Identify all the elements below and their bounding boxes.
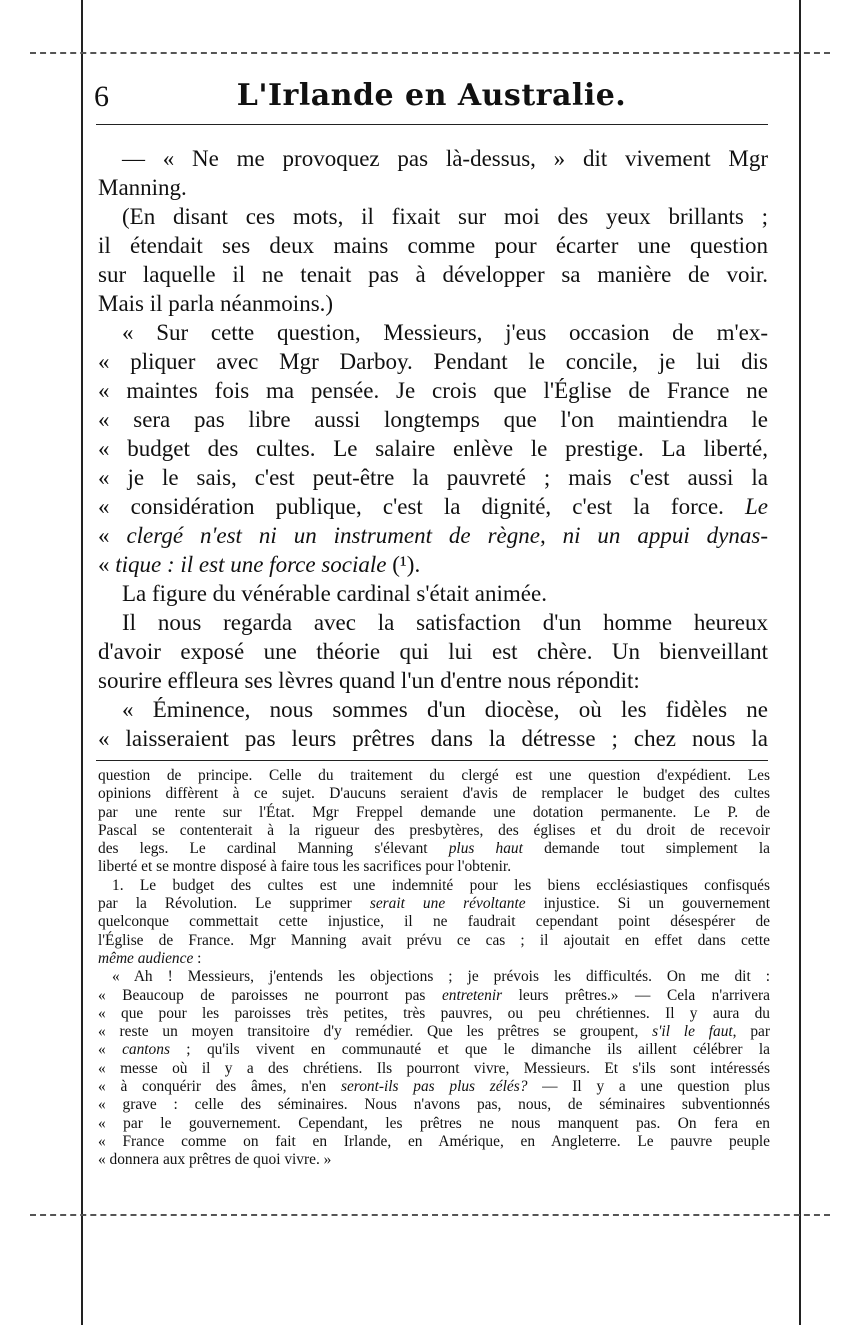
- italic-text: entretenir: [441, 986, 503, 1004]
- text-segment: sur laquelle il ne tenait pas à développer sa manière de voir.: [98, 262, 768, 287]
- main-text: [98, 144, 768, 753]
- text-segment: La figure du vénérable cardinal s'était animée.: [122, 581, 547, 606]
- text-segment: question de principe. Celle du traitement du clergé est une question d'expédient. Les: [98, 767, 770, 784]
- text-line: [98, 1023, 770, 1041]
- page-right-border: [799, 0, 801, 1325]
- text-segment: « à conquérir des âmes, n'en: [98, 1078, 341, 1096]
- text-segment: leurs prêtres.» — Cela n'arrivera: [502, 986, 770, 1004]
- italic-text: plus haut: [448, 840, 523, 858]
- header-rule: [96, 124, 768, 125]
- italic-text: seront-ils pas plus zélés?: [340, 1078, 528, 1096]
- text-line: [98, 1060, 770, 1078]
- text-line: [98, 858, 770, 876]
- text-line: [98, 521, 768, 550]
- text-segment: , par: [732, 1023, 770, 1041]
- page-left-border: [81, 0, 83, 1325]
- text-line: [98, 724, 768, 753]
- text-line: [98, 877, 770, 895]
- text-line: [98, 822, 770, 840]
- italic-text: serait une révoltante: [369, 895, 526, 913]
- running-title: L'Irlande en Australie.: [236, 78, 627, 113]
- text-segment: opinions diffèrent à ce sujet. D'aucuns seraient d'avis de remplacer le budget des cultes: [98, 785, 770, 803]
- text-segment: « considération publique, c'est la dignité, c'est la force.: [98, 494, 745, 519]
- text-segment: (En disant ces mots, il fixait sur moi des yeux brillants ;: [122, 204, 768, 229]
- text-line: [98, 347, 768, 376]
- text-segment: «: [98, 523, 127, 548]
- text-line: [98, 144, 768, 173]
- text-line: [98, 1078, 770, 1096]
- text-line: [98, 785, 770, 803]
- text-segment: des legs. Le cardinal Manning s'élevant: [98, 840, 449, 858]
- text-segment: « Ah ! Messieurs, j'entends les objections ; je prévois les difficultés. On me dit :: [112, 968, 770, 986]
- text-line: [98, 840, 770, 858]
- text-line: [98, 767, 770, 785]
- text-segment: par une rente sur l'État. Mgr Freppel demande une dotation permanente. Le P. de: [98, 803, 770, 821]
- text-segment: « budget des cultes. Le salaire enlève le prestige. La liberté,: [98, 436, 768, 461]
- italic-text: clergé n'est ni un instrument de règne, ni un appui dynas-: [126, 523, 768, 548]
- text-line: [98, 1005, 770, 1023]
- text-segment: «: [98, 1041, 123, 1059]
- text-segment: (¹).: [386, 552, 421, 577]
- text-line: [98, 231, 768, 260]
- text-line: [98, 1151, 770, 1169]
- italic-text: tique : il est une force sociale: [115, 552, 387, 577]
- text-segment: « je le sais, c'est peut-être la pauvreté ; mais c'est aussi la: [98, 465, 768, 490]
- text-segment: 1. Le budget des cultes est une indemnité pour les biens ecclésiastiques confisqués: [112, 876, 770, 894]
- italic-text: s'il le faut: [652, 1023, 733, 1041]
- text-segment: Mais il parla néanmoins.): [98, 291, 334, 316]
- text-segment: «: [98, 552, 116, 577]
- text-segment: Pascal se contenterait à la rigueur des presbytères, des églises et du droit de recevoir: [98, 821, 770, 839]
- text-segment: « Sur cette question, Messieurs, j'eus occasion de m'ex-: [122, 320, 768, 345]
- text-line: [98, 1096, 770, 1114]
- text-segment: liberté et se montre disposé à faire tous les sacrifices pour l'obtenir.: [98, 858, 512, 876]
- text-segment: « par le gouvernement. Cependant, les prêtres ne nous manquent pas. On fera en: [98, 1114, 770, 1132]
- text-line: [98, 608, 768, 637]
- text-line: [98, 550, 768, 579]
- text-segment: « messe où il y a des chrétiens. Ils pourront vivre, Messieurs. Et s'ils sont intéressés: [98, 1059, 770, 1077]
- top-scan-edge: [30, 52, 830, 54]
- text-line: [98, 492, 768, 521]
- text-line: [98, 1133, 770, 1151]
- text-line: [98, 405, 768, 434]
- italic-text: cantons: [122, 1041, 170, 1059]
- text-segment: « reste un moyen transitoire d'y remédier. Que les prêtres se groupent,: [98, 1023, 653, 1041]
- text-segment: :: [193, 949, 202, 967]
- italic-text: Le: [745, 494, 768, 519]
- footnote-rule: [96, 760, 768, 761]
- text-line: [98, 932, 770, 950]
- text-line: [98, 637, 768, 666]
- text-line: [98, 318, 768, 347]
- text-line: [98, 579, 768, 608]
- text-segment: quelconque commettait cette injustice, il ne faudrait cependant point désespérer de: [98, 913, 770, 931]
- text-line: [98, 968, 770, 986]
- text-line: [98, 987, 770, 1005]
- text-segment: sourire effleura ses lèvres quand l'un d'entre nous répondit:: [98, 668, 640, 693]
- text-line: [98, 434, 768, 463]
- text-segment: « Éminence, nous sommes d'un diocèse, où les fidèles ne: [122, 697, 768, 722]
- text-line: [98, 260, 768, 289]
- text-line: [98, 173, 768, 202]
- text-segment: il étendait ses deux mains comme pour écarter une question: [98, 233, 768, 258]
- text-segment: injustice. Si un gouvernement: [525, 895, 770, 913]
- text-line: [98, 950, 770, 968]
- text-line: [98, 804, 770, 822]
- text-segment: « sera pas libre aussi longtemps que l'on maintiendra le: [98, 407, 768, 432]
- text-segment: « que pour les paroisses très petites, très pauvres, ou peu chrétiennes. Il y aura du: [98, 1004, 770, 1022]
- text-segment: Il nous regarda avec la satisfaction d'un homme heureux: [122, 610, 768, 635]
- text-segment: « laisseraient pas leurs prêtres dans la détresse ; chez nous la: [98, 726, 768, 751]
- text-line: [98, 376, 768, 405]
- bottom-scan-edge: [30, 1214, 830, 1216]
- text-segment: « grave : celle des séminaires. Nous n'avons pas, nous, de séminaires subventionnés: [98, 1096, 770, 1114]
- page-number: 6: [94, 80, 109, 113]
- text-segment: Manning.: [98, 175, 187, 200]
- text-line: [98, 1041, 770, 1059]
- text-segment: d'avoir exposé une théorie qui lui est chère. Un bienveillant: [98, 639, 768, 664]
- italic-text: même audience: [98, 949, 194, 967]
- text-segment: « pliquer avec Mgr Darboy. Pendant le concile, je lui dis: [98, 349, 768, 374]
- text-line: [98, 666, 768, 695]
- text-line: [98, 463, 768, 492]
- text-line: [98, 1115, 770, 1133]
- text-segment: demande tout simplement la: [522, 840, 770, 858]
- text-line: [98, 695, 768, 724]
- text-segment: — « Ne me provoquez pas là-dessus, » dit vivement Mgr: [122, 146, 768, 171]
- text-line: [98, 289, 768, 318]
- text-segment: l'Église de France. Mgr Manning avait prévu ce cas ; il ajoutait en effet dans cette: [98, 931, 770, 949]
- text-segment: « France comme on fait en Irlande, en Amérique, en Angleterre. Le pauvre peuple: [98, 1132, 770, 1150]
- text-segment: par la Révolution. Le supprimer: [98, 895, 370, 913]
- text-line: [98, 202, 768, 231]
- text-segment: « donnera aux prêtres de quoi vivre. »: [98, 1151, 332, 1169]
- text-segment: « maintes fois ma pensée. Je crois que l'Église de France ne: [98, 378, 768, 403]
- text-segment: — Il y a une question plus: [527, 1078, 770, 1096]
- text-line: [98, 913, 770, 931]
- text-segment: ; qu'ils vivent en communauté et que le dimanche ils aillent célébrer la: [169, 1041, 770, 1059]
- text-line: [98, 895, 770, 913]
- text-segment: « Beaucoup de paroisses ne pourront pas: [98, 986, 442, 1004]
- footnotes: [98, 767, 770, 1170]
